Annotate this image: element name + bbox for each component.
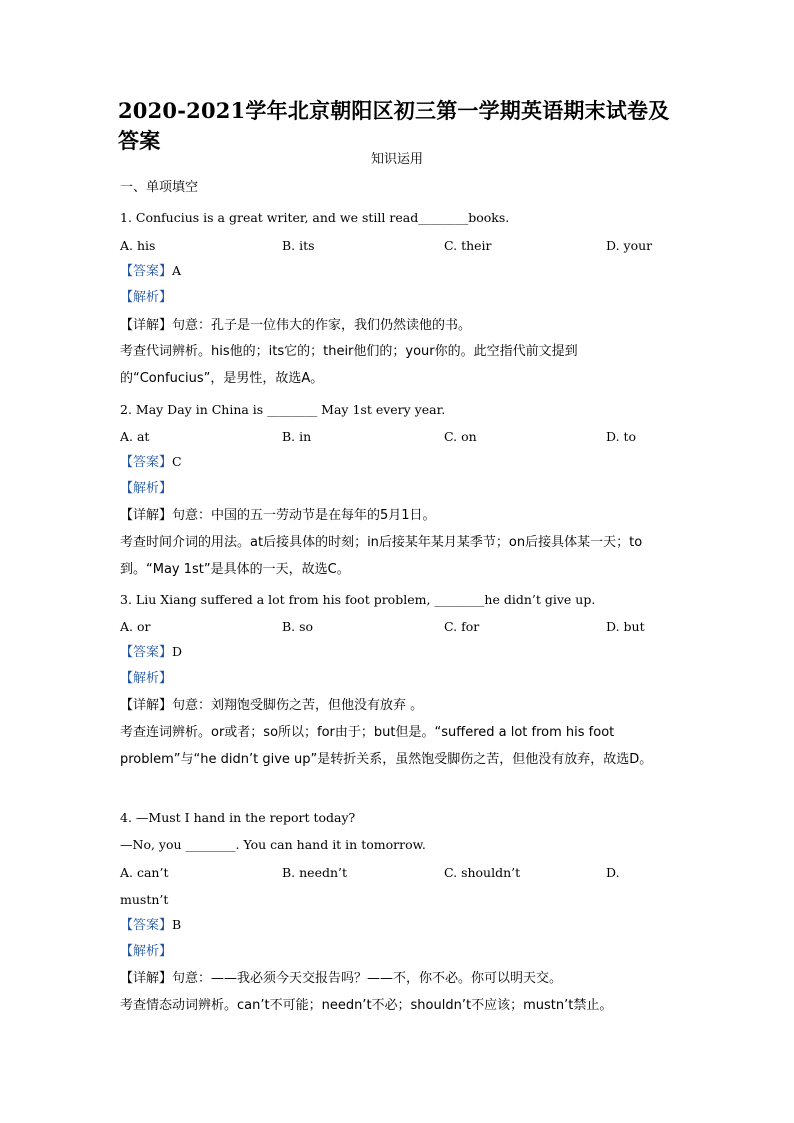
question-2-option-c: C. on (444, 429, 477, 444)
answer-label: 【答案】 (120, 918, 173, 933)
question-2-option-b: B. in (282, 429, 312, 444)
answer-label: 【答案】 (120, 645, 173, 660)
section-title: 知识运用 (370, 152, 423, 167)
question-1-detail (120, 316, 471, 336)
question-4-option-d-text: mustn’t (120, 892, 169, 907)
detail-text: 句意：——我必须今天交报告吗？——不，你不必。你可以明天交。 (172, 971, 563, 986)
question-3-option-d: D. but (606, 619, 645, 634)
question-3-answer (120, 642, 182, 663)
question-3-stem: 3. Liu Xiang suffered a lot from his foot problem, ________he didn’t give up. (120, 592, 596, 607)
part-title: 一、单项填空 (120, 180, 199, 195)
question-4-stem-reply: —No, you ________. You can hand it in tomorrow. (120, 837, 426, 852)
question-2-detail (120, 506, 436, 526)
question-2-answer (120, 452, 182, 473)
question-1-analysis-label: 【解析】 (120, 290, 173, 305)
question-3-option-b: B. so (282, 619, 314, 634)
detail-label: 【详解】 (120, 698, 173, 713)
question-4-option-d: D. (606, 865, 620, 880)
answer-value: D (172, 644, 183, 659)
question-4-option-b: B. needn’t (282, 865, 348, 880)
question-3-explanation: 考查连词辨析。or或者；so所以；for由于；but但是。“suffered a lot from his foot problem”与“he didn’t give up”是转折关系，虽然饱受脚伤之苦，但他没有放弃，故选D。 (120, 725, 653, 767)
question-2-analysis-label: 【解析】 (120, 481, 173, 496)
detail-text: 句意：刘翔饱受脚伤之苦，但他没有放弃 。 (172, 698, 424, 713)
question-2-option-d: D. to (606, 429, 637, 444)
detail-label: 【详解】 (120, 971, 173, 986)
question-4-analysis-label: 【解析】 (120, 944, 173, 959)
answer-value: A (172, 263, 182, 278)
question-1-option-d: D. your (606, 238, 653, 253)
answer-label: 【答案】 (120, 455, 173, 470)
detail-text: 句意：中国的五一劳动节是在每年的5月1日。 (172, 508, 436, 523)
question-1-option-a: A. his (120, 238, 156, 253)
document-title: 2020-2021学年北京朝阳区初三第一学期英语期末试卷及答案 (118, 98, 670, 153)
question-4-option-a: A. can’t (120, 865, 169, 880)
question-2-stem: 2. May Day in China is ________ May 1st every year. (120, 402, 446, 417)
question-2-explanation: 考查时间介词的用法。at后接具体的时刻；in后接某年某月某季节；on后接具体某一天；to到。“May 1st”是具体的一天，故选C。 (120, 535, 643, 577)
question-4-stem: 4. —Must I hand in the report today? (120, 810, 356, 825)
question-1-option-b: B. its (282, 238, 315, 253)
question-4-detail (120, 969, 562, 989)
detail-label: 【详解】 (120, 508, 173, 523)
answer-value: C (172, 454, 182, 469)
question-4-option-c: C. shouldn’t (444, 865, 521, 880)
answer-value: B (172, 917, 182, 932)
question-3-analysis-label: 【解析】 (120, 671, 173, 686)
question-3-detail (120, 696, 423, 716)
question-2-option-a: A. at (120, 429, 150, 444)
question-4-explanation: 考查情态动词辨析。can’t不可能；needn’t不必；shouldn’t不应该；mustn’t禁止。 (120, 998, 613, 1013)
question-1-stem: 1. Confucius is a great writer, and we still read________books. (120, 210, 510, 225)
question-1-explanation: 考查代词辨析。his他的；its它的；their他们的；your你的。此空指代前文提到的“Confucius”，是男性，故选A。 (120, 344, 578, 386)
detail-text: 句意：孔子是一位伟大的作家，我们仍然读他的书。 (172, 318, 472, 333)
question-3-option-c: C. for (444, 619, 480, 634)
question-4-answer (120, 915, 181, 936)
question-1-option-c: C. their (444, 238, 492, 253)
question-3-option-a: A. or (120, 619, 151, 634)
detail-label: 【详解】 (120, 318, 173, 333)
question-1-answer (120, 261, 181, 282)
answer-label: 【答案】 (120, 264, 173, 279)
